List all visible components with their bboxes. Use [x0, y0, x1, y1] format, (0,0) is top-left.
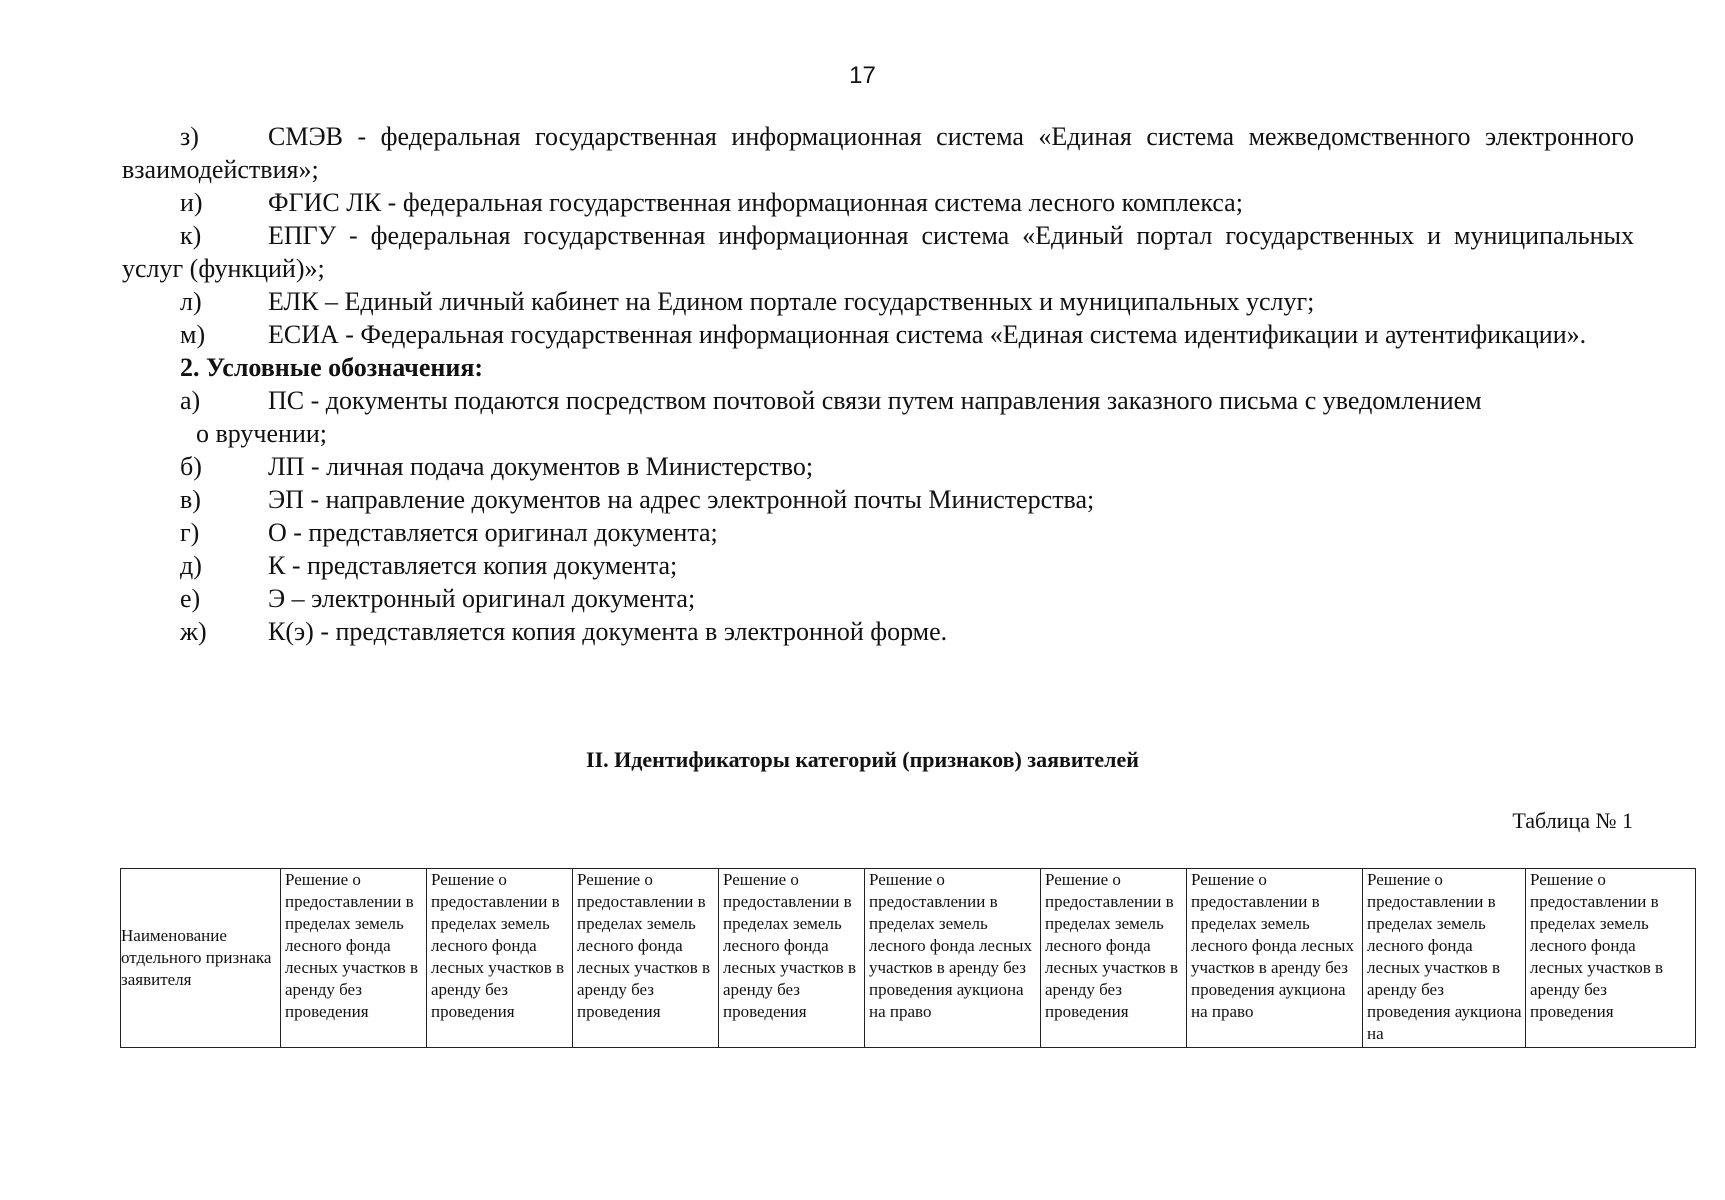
- table-row: [121, 869, 1696, 1048]
- cell-text: Решение о предоставлении в пределах земель лесного фонда лесных участков в аренду без проведения: [431, 870, 565, 1021]
- item-marker: з): [180, 122, 199, 151]
- table-header-cell: [573, 869, 719, 1048]
- table-header-cell: [281, 869, 427, 1048]
- abbreviation-item: [122, 318, 1634, 351]
- legend-item: [122, 549, 1634, 582]
- legend-item: [122, 450, 1634, 483]
- item-text: СМЭВ - федеральная государственная информационная система «Единая система межведомственного электронного взаимодействия»;: [122, 122, 1634, 184]
- item-text: ЕСИА - Федеральная государственная информационная система «Единая система идентификации и аутентификации».: [268, 320, 1587, 349]
- table-header-cell: [719, 869, 865, 1048]
- item-text: О - представляется оригинал документа;: [268, 518, 718, 547]
- table-header-cell: [1187, 869, 1363, 1048]
- cell-text: Решение о предоставлении в пределах земель лесного фонда лесных участков в аренду без проведения аукциона на: [1367, 870, 1522, 1043]
- item-text: ФГИС ЛК - федеральная государственная информационная система лесного комплекса;: [268, 188, 1243, 217]
- section-title: II. Идентификаторы категорий (признаков) заявителей: [586, 747, 1139, 772]
- item-marker: г): [180, 518, 200, 547]
- item-marker: ж): [180, 617, 207, 646]
- item-marker: л): [180, 287, 202, 316]
- legend-item-continuation: о вручении;: [196, 419, 328, 448]
- table-header-cell: [1041, 869, 1187, 1048]
- abbreviation-item: [122, 285, 1634, 318]
- cell-text: Решение о предоставлении в пределах земель лесного фонда лесных участков в аренду без проведения аукциона на право: [1191, 870, 1354, 1021]
- item-marker: м): [180, 320, 206, 349]
- cell-text: Решение о предоставлении в пределах земель лесного фонда лесных участков в аренду без проведения: [1530, 870, 1664, 1021]
- item-marker: д): [180, 551, 202, 580]
- document-body: [122, 120, 1634, 648]
- abbreviation-item: [122, 186, 1634, 219]
- item-marker: и): [180, 188, 203, 217]
- cell-text: Решение о предоставлении в пределах земель лесного фонда лесных участков в аренду без проведения: [577, 870, 711, 1021]
- item-text: ЛП - личная подача документов в Министерство;: [268, 452, 814, 481]
- cell-text: Решение о предоставлении в пределах земель лесного фонда лесных участков в аренду без проведения: [723, 870, 857, 1021]
- applicant-categories-table: [120, 868, 1696, 1048]
- item-text: ПС - документы подаются посредством почтовой связи путем направления заказного письма с уведомлением: [268, 386, 1482, 415]
- item-marker: в): [180, 485, 201, 514]
- table-header-cell: [427, 869, 573, 1048]
- item-text: Э – электронный оригинал документа;: [268, 584, 696, 613]
- cell-text: Наименование отдельного признака заявителя: [121, 926, 272, 989]
- abbreviation-item: [122, 219, 1634, 285]
- item-text: К - представляется копия документа;: [268, 551, 678, 580]
- item-marker: б): [180, 452, 202, 481]
- item-text: К(э) - представляется копия документа в электронной форме.: [268, 617, 948, 646]
- item-text: ЭП - направление документов на адрес электронной почты Министерства;: [268, 485, 1095, 514]
- legend-item: [122, 384, 1634, 417]
- table-header-cell: [865, 869, 1041, 1048]
- legend-item: [122, 582, 1634, 615]
- item-marker: а): [180, 386, 201, 415]
- item-marker: е): [180, 584, 201, 613]
- table-header-cell: [1526, 869, 1696, 1048]
- item-marker: к): [180, 221, 202, 250]
- legend-item: [122, 615, 1634, 648]
- legend-heading: 2. Условные обозначения:: [180, 353, 484, 382]
- page-number: 17: [849, 62, 876, 89]
- cell-text: Решение о предоставлении в пределах земель лесного фонда лесных участков в аренду без проведения: [1045, 870, 1179, 1021]
- cell-text: Решение о предоставлении в пределах земель лесного фонда лесных участков в аренду без проведения аукциона на право: [869, 870, 1032, 1021]
- cell-text: Решение о предоставлении в пределах земель лесного фонда лесных участков в аренду без проведения: [285, 870, 419, 1021]
- legend-item: [122, 483, 1634, 516]
- abbreviation-item: [122, 120, 1634, 186]
- table-header-cell: [121, 869, 281, 1048]
- table-caption: Таблица № 1: [1512, 808, 1633, 833]
- legend-item: [122, 516, 1634, 549]
- item-text: ЕПГУ - федеральная государственная информационная система «Единый портал государственных и муниципальных услуг (функций)»;: [122, 221, 1634, 283]
- table-header-cell: [1363, 869, 1526, 1048]
- item-text: ЕЛК – Единый личный кабинет на Едином портале государственных и муниципальных услуг;: [268, 287, 1315, 316]
